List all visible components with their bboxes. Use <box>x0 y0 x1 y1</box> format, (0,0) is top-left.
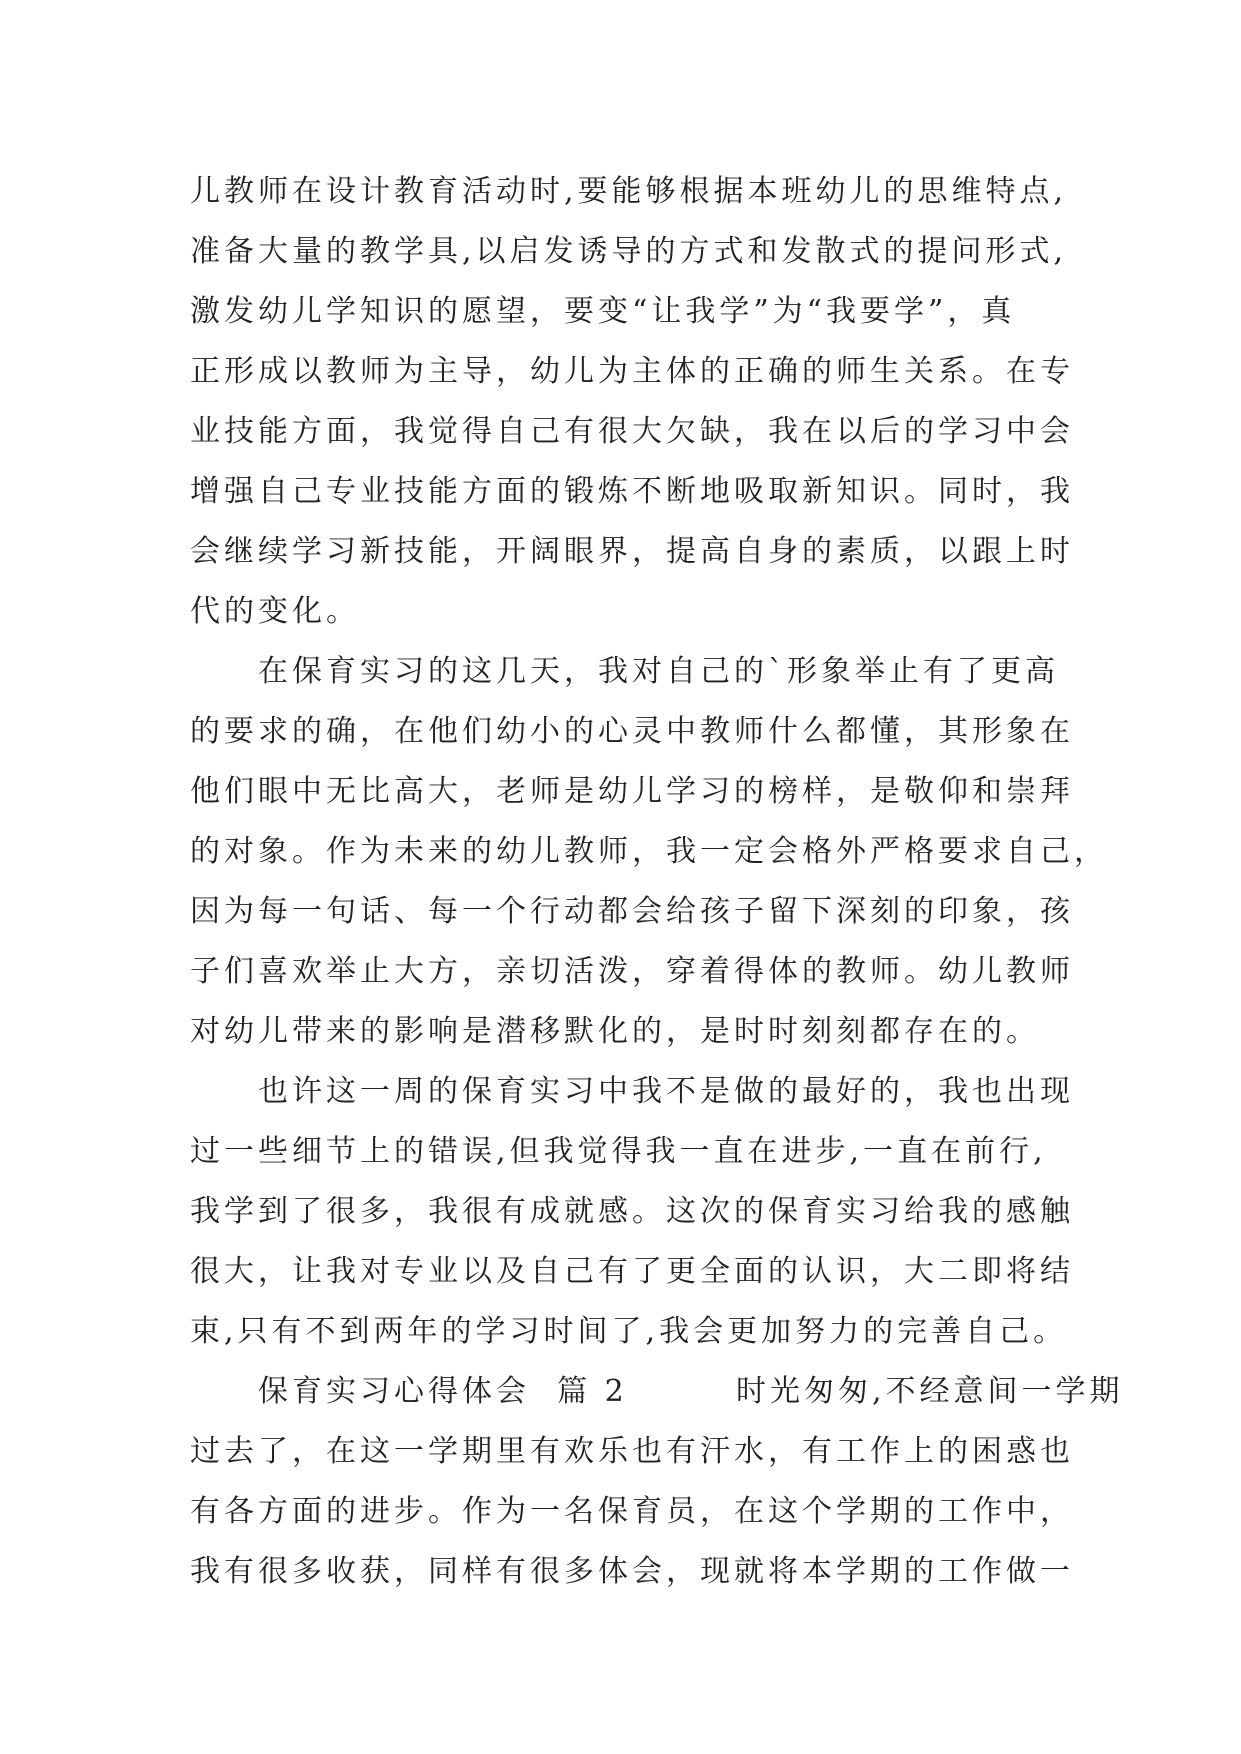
section-heading-line: 保育实习心得体会 篇 2 时光匆匆,不经意间一学期 <box>258 1374 1124 1409</box>
text-line: 会继续学习新技能，开阔眼界，提高自身的素质，以跟上时 <box>190 534 1074 569</box>
text-line: 因为每一句话、每一个行动都会给孩子留下深刻的印象，孩 <box>190 894 1074 929</box>
text-line: 业技能方面，我觉得自己有很大欠缺，我在以后的学习中会 <box>190 414 1074 449</box>
text-line: 代的变化。 <box>190 594 360 629</box>
text-line: 我有很多收获，同样有很多体会，现就将本学期的工作做一 <box>190 1554 1074 1589</box>
text-line: 正形成以教师为主导，幼儿为主体的正确的师生关系。在专 <box>190 354 1074 389</box>
text-line: 过一些细节上的错误,但我觉得我一直在进步,一直在前行, <box>190 1134 1047 1169</box>
text-line: 他们眼中无比高大，老师是幼儿学习的榜样，是敬仰和崇拜 <box>190 774 1074 809</box>
paragraph-start-line: 在保育实习的这几天，我对自己的`形象举止有了更高 <box>258 654 1059 689</box>
paragraph-start-line: 也许这一周的保育实习中我不是做的最好的，我也出现 <box>258 1074 1074 1109</box>
text-line: 束,只有不到两年的学习时间了,我会更加努力的完善自己。 <box>190 1314 1068 1349</box>
text-line: 准备大量的教学具,以启发诱导的方式和发散式的提问形式, <box>190 234 1068 269</box>
text-line: 激发幼儿学知识的愿望，要变“让我学”为“我要学”，真 <box>190 294 1016 329</box>
text-line: 很大，让我对专业以及自己有了更全面的认识，大二即将结 <box>190 1254 1074 1289</box>
body-text <box>190 162 1124 1602</box>
text-line: 子们喜欢举止大方，亲切活泼，穿着得体的教师。幼儿教师 <box>190 954 1074 989</box>
text-line: 的要求的确，在他们幼小的心灵中教师什么都懂，其形象在 <box>190 714 1074 749</box>
text-line: 有各方面的进步。作为一名保育员，在这个学期的工作中， <box>190 1494 1074 1529</box>
text-line: 对幼儿带来的影响是潜移默化的，是时时刻刻都存在的。 <box>190 1014 1040 1049</box>
text-line: 儿教师在设计教育活动时,要能够根据本班幼儿的思维特点, <box>190 174 1068 209</box>
text-line: 增强自己专业技能方面的锻炼不断地吸取新知识。同时，我 <box>190 474 1074 509</box>
text-line: 过去了，在这一学期里有欢乐也有汗水，有工作上的困惑也 <box>190 1434 1074 1469</box>
text-line: 我学到了很多，我很有成就感。这次的保育实习给我的感触 <box>190 1194 1074 1229</box>
text-line: 的对象。作为未来的幼儿教师，我一定会格外严格要求自己， <box>190 834 1108 869</box>
